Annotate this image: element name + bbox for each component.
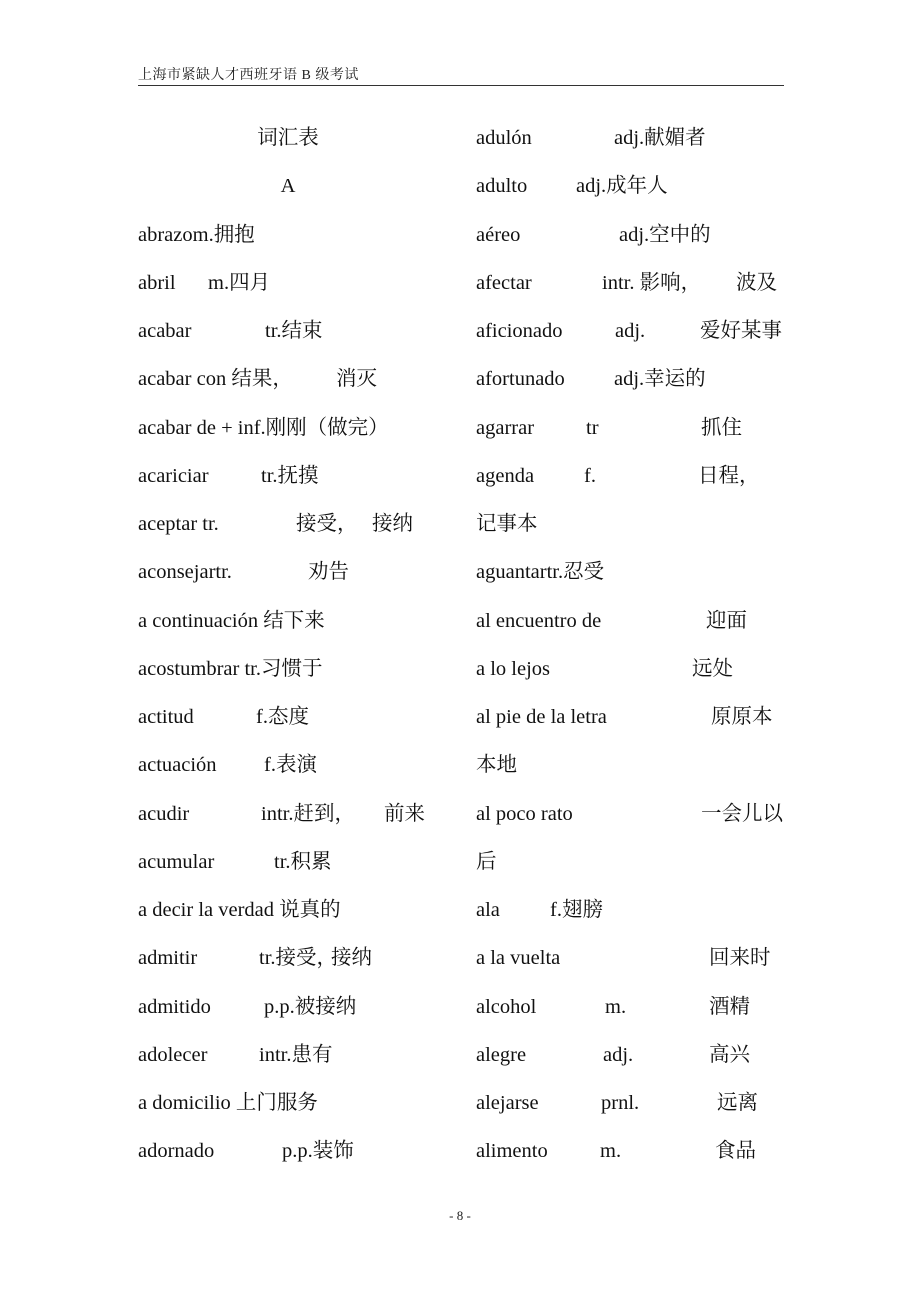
entry-text: 一会儿以 bbox=[701, 802, 783, 825]
vocab-entry bbox=[476, 404, 796, 452]
entry-term: agarrar bbox=[476, 416, 535, 439]
entry-text: m.四月 bbox=[208, 271, 271, 294]
entry-text: 接纳 bbox=[372, 513, 413, 535]
vocab-entry bbox=[138, 452, 438, 500]
entry-text: tr.抚摸 bbox=[261, 464, 319, 487]
entry-text: adj.空中的 bbox=[619, 223, 711, 246]
entry-text: tr.结束 bbox=[265, 320, 323, 342]
entry-term: acudir bbox=[138, 802, 190, 825]
vocab-entry bbox=[476, 114, 796, 162]
entry-text: 回来时 bbox=[709, 947, 771, 970]
entry-text: 原原本 bbox=[711, 706, 773, 728]
entry-term: acariciar bbox=[138, 464, 209, 487]
entry-term: alcohol bbox=[476, 995, 537, 1018]
vocab-entry bbox=[138, 259, 438, 307]
entry-term: agenda bbox=[476, 464, 535, 487]
entry-term: alimento bbox=[476, 1140, 548, 1163]
entry-term: a domicilio 上门服务 bbox=[138, 1092, 318, 1114]
entry-term: aceptar tr. bbox=[138, 513, 219, 535]
entry-term: acabar de + inf.刚刚（做完） bbox=[138, 416, 389, 439]
entry-term: adolecer bbox=[138, 1043, 208, 1066]
entry-term: a decir la verdad 说真的 bbox=[138, 899, 341, 921]
entry-term: aconsejartr. bbox=[138, 561, 232, 584]
vocab-entry bbox=[476, 211, 796, 259]
entry-text: p.p.装饰 bbox=[282, 1140, 354, 1163]
entry-term: 本地 bbox=[476, 754, 517, 777]
entry-text: 迎面 bbox=[706, 609, 747, 632]
entry-text: 波及 bbox=[736, 271, 777, 294]
vocab-entry bbox=[138, 1031, 438, 1079]
vocab-entry bbox=[138, 1127, 438, 1175]
entry-term: acabar con 结果， bbox=[138, 368, 293, 391]
entry-term: actuación bbox=[138, 754, 217, 777]
vocab-entry bbox=[138, 307, 438, 355]
entry-term: admitido bbox=[138, 995, 211, 1018]
right-entry-list bbox=[476, 114, 796, 1176]
entry-term: afortunado bbox=[476, 368, 565, 391]
vocab-entry bbox=[138, 355, 438, 403]
entry-term: aficionado bbox=[476, 320, 563, 342]
vocab-entry bbox=[476, 741, 796, 789]
entry-term: acabar bbox=[138, 320, 192, 342]
vocab-entry bbox=[138, 838, 438, 886]
entry-text: 劝告 bbox=[308, 561, 349, 584]
vocab-entry bbox=[138, 934, 438, 982]
entry-term: abrazom.拥抱 bbox=[138, 223, 255, 246]
entry-term: aéreo bbox=[476, 223, 521, 246]
vocab-entry bbox=[138, 693, 438, 741]
entry-text: 接受， bbox=[296, 513, 358, 535]
entry-text: intr. 影响， bbox=[602, 271, 702, 294]
vocab-entry bbox=[476, 162, 796, 210]
vocab-entry bbox=[138, 983, 438, 1031]
vocab-entry bbox=[476, 693, 796, 741]
vocab-entry bbox=[138, 404, 438, 452]
vocab-entry bbox=[476, 886, 796, 934]
vocab-entry bbox=[476, 1127, 796, 1175]
entry-text: m. bbox=[605, 995, 627, 1018]
entry-term: a la vuelta bbox=[476, 947, 561, 970]
entry-term: 后 bbox=[476, 850, 497, 873]
entry-text: 远离 bbox=[717, 1092, 758, 1114]
vocab-entry bbox=[476, 548, 796, 596]
letter-heading: A bbox=[280, 175, 296, 198]
entry-text: adj.献媚者 bbox=[614, 127, 706, 149]
vocab-entry bbox=[476, 259, 796, 307]
left-column bbox=[138, 114, 438, 1176]
vocab-entry bbox=[138, 211, 438, 259]
entry-text: 爱好某事 bbox=[700, 320, 782, 342]
entry-term: acostumbrar tr.习惯于 bbox=[138, 657, 323, 680]
vocab-entry bbox=[476, 790, 796, 838]
entry-term: acumular bbox=[138, 850, 215, 873]
vocab-entry bbox=[476, 838, 796, 886]
entry-term: al pie de la letra bbox=[476, 706, 607, 728]
right-column bbox=[476, 114, 796, 1176]
entry-text: 接纳 bbox=[331, 947, 372, 970]
vocab-entry bbox=[476, 645, 796, 693]
entry-text: intr.赶到， bbox=[261, 802, 355, 825]
vocab-entry bbox=[476, 452, 796, 500]
vocab-entry bbox=[476, 597, 796, 645]
entry-term: actitud bbox=[138, 706, 194, 728]
entry-term: alejarse bbox=[476, 1092, 539, 1114]
vocab-entry bbox=[138, 886, 438, 934]
vocab-entry bbox=[476, 1031, 796, 1079]
entry-text: prnl. bbox=[601, 1092, 640, 1114]
entry-term: admitir bbox=[138, 947, 198, 970]
vocabulary-title: 词汇表 bbox=[257, 127, 319, 149]
entry-text: m. bbox=[600, 1140, 622, 1163]
page-number: - 8 - bbox=[449, 1208, 471, 1223]
entry-text: adj.成年人 bbox=[576, 175, 668, 198]
entry-term: alegre bbox=[476, 1043, 527, 1066]
entry-text: adj.幸运的 bbox=[614, 368, 706, 391]
entry-text: tr bbox=[586, 416, 599, 439]
vocab-entry bbox=[138, 645, 438, 693]
vocab-entry bbox=[476, 500, 796, 548]
vocab-entry bbox=[476, 355, 796, 403]
vocab-entry bbox=[476, 1079, 796, 1127]
entry-text: tr.接受， bbox=[259, 947, 338, 970]
vocab-entry bbox=[138, 548, 438, 596]
entry-term: adulto bbox=[476, 175, 528, 198]
vocab-entry bbox=[138, 790, 438, 838]
entry-text: adj. bbox=[615, 320, 646, 342]
entry-text: 食品 bbox=[715, 1140, 756, 1163]
entry-term: adulón bbox=[476, 127, 532, 149]
entry-text: f.态度 bbox=[256, 706, 309, 728]
entry-text: 日程， bbox=[698, 464, 760, 487]
page-header: 上海市紧缺人才西班牙语 B 级考试 bbox=[138, 68, 359, 83]
entry-text: 酒精 bbox=[709, 995, 750, 1018]
entry-term: ala bbox=[476, 899, 500, 921]
entry-text: 消灭 bbox=[336, 368, 377, 391]
vocab-entry bbox=[138, 597, 438, 645]
entry-text: 抓住 bbox=[701, 416, 742, 439]
entry-text: adj. bbox=[603, 1043, 634, 1066]
entry-term: a lo lejos bbox=[476, 657, 551, 680]
entry-text: tr.积累 bbox=[274, 850, 332, 873]
entry-text: f.翅膀 bbox=[550, 899, 603, 921]
entry-text: 远处 bbox=[692, 657, 733, 680]
entry-text: intr.患有 bbox=[259, 1043, 333, 1066]
entry-term: abril bbox=[138, 271, 176, 294]
vocab-entry bbox=[138, 741, 438, 789]
vocab-entry bbox=[138, 1079, 438, 1127]
entry-term: al poco rato bbox=[476, 802, 573, 825]
entry-term: al encuentro de bbox=[476, 609, 602, 632]
vocab-entry bbox=[476, 983, 796, 1031]
entry-text: 高兴 bbox=[709, 1043, 750, 1066]
entry-text: f. bbox=[584, 464, 596, 487]
left-entry-list bbox=[138, 211, 438, 1176]
entry-text: 前来 bbox=[384, 802, 425, 825]
entry-term: adornado bbox=[138, 1140, 215, 1163]
entry-term: aguantartr.忍受 bbox=[476, 561, 605, 584]
entry-text: p.p.被接纳 bbox=[264, 995, 357, 1018]
entry-term: a continuación 结下来 bbox=[138, 609, 325, 632]
entry-term: 记事本 bbox=[476, 513, 538, 535]
vocab-entry bbox=[138, 500, 438, 548]
header-rule bbox=[138, 85, 784, 86]
entry-term: afectar bbox=[476, 271, 532, 294]
vocab-entry bbox=[476, 307, 796, 355]
vocab-entry bbox=[476, 934, 796, 982]
entry-text: f.表演 bbox=[264, 754, 317, 777]
